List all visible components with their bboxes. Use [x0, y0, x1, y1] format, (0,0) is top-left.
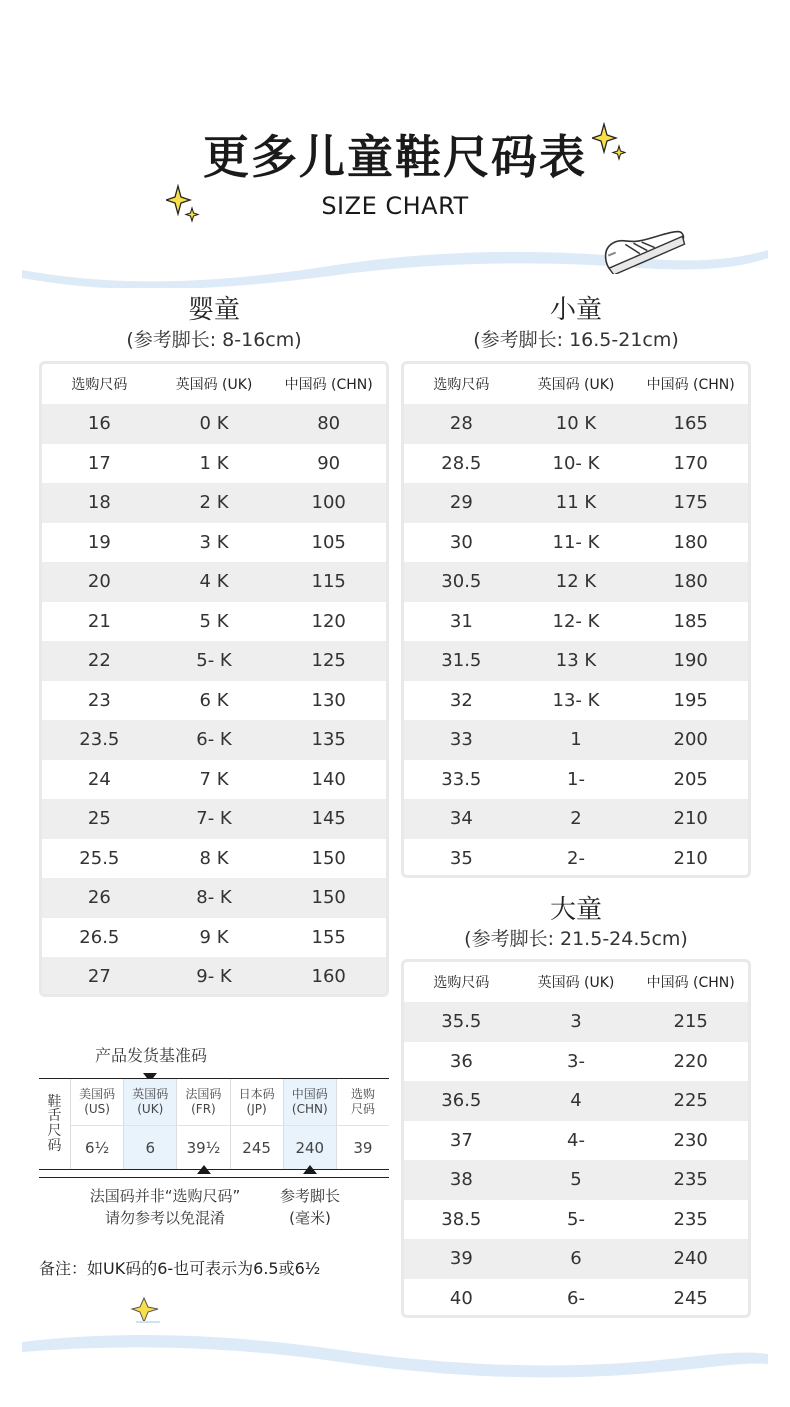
uk-size-cell: 9- K	[196, 966, 232, 988]
chn-size-cell: 200	[673, 729, 708, 751]
uk-size-cell: 11 K	[555, 492, 597, 514]
uk-size-cell: 4	[570, 1090, 582, 1112]
purchase-size-cell: 23	[87, 689, 111, 711]
chn-size-cell: 160	[311, 966, 346, 988]
pointer-up-icon	[303, 1164, 317, 1174]
purchase-size-cell: 25	[87, 808, 111, 830]
table-row	[404, 760, 748, 800]
table-header-row	[404, 364, 748, 404]
table-row	[404, 1081, 748, 1121]
uk-size-cell: 12- K	[552, 610, 600, 632]
reference-column-header-line: (FR)	[191, 1102, 216, 1116]
purchase-size-cell: 36.5	[441, 1090, 482, 1112]
reference-column-header-line: 日本码	[238, 1087, 275, 1101]
purchase-size-cell: 35	[449, 847, 473, 869]
purchase-size-cell: 25.5	[79, 847, 120, 869]
reference-column	[336, 1079, 389, 1169]
purchase-size-cell: 26	[87, 887, 111, 909]
table-row	[42, 562, 386, 602]
table-row	[404, 681, 748, 721]
infant-size-table	[39, 361, 389, 997]
chn-size-cell: 180	[673, 531, 708, 553]
uk-size-cell: 3	[570, 1011, 582, 1033]
uk-size-cell: 6	[570, 1248, 582, 1270]
purchase-size-cell: 29	[449, 492, 473, 514]
purchase-size-cell: 35.5	[441, 1011, 482, 1033]
uk-size-cell: 5- K	[196, 650, 232, 672]
reference-column-header-line: (UK)	[137, 1102, 164, 1116]
chn-size-cell: 145	[311, 808, 346, 830]
table-row	[404, 444, 748, 484]
column-header-uk-size: 英国码 (UK)	[537, 377, 615, 393]
table-row	[42, 483, 386, 523]
table-row	[404, 1002, 748, 1042]
column-header-uk-size: 英国码 (UK)	[537, 975, 615, 991]
uk-size-cell: 9 K	[199, 926, 229, 948]
table-row	[42, 878, 386, 918]
purchase-size-cell: 16	[87, 413, 111, 435]
reference-column-header-line: 尺码	[350, 1102, 375, 1116]
column-header-chn-size: 中国码 (CHN)	[284, 377, 373, 393]
uk-size-cell: 10 K	[555, 413, 597, 435]
table-row	[404, 562, 748, 602]
purchase-size-cell: 23.5	[79, 729, 120, 751]
table-row	[404, 483, 748, 523]
purchase-size-cell: 38	[449, 1169, 473, 1191]
column-header-purchase-size: 选购尺码	[433, 377, 490, 393]
table-row	[404, 1279, 748, 1319]
column-header-purchase-size: 选购尺码	[71, 377, 128, 393]
fr-size-warning-line: 请勿参考以免混淆	[104, 1208, 225, 1227]
chn-size-cell: 180	[673, 571, 708, 593]
big-kid-section-title: 大童	[549, 895, 602, 925]
reference-size-label-table	[39, 1078, 389, 1170]
uk-size-cell: 11- K	[552, 531, 600, 553]
purchase-size-cell: 28.5	[441, 452, 482, 474]
chn-size-cell: 125	[311, 650, 346, 672]
purchase-size-cell: 40	[449, 1287, 473, 1309]
purchase-size-cell: 33.5	[441, 768, 482, 790]
fr-size-warning-line: 法国码并非“选购尺码”	[89, 1187, 241, 1205]
reference-column-header	[177, 1079, 229, 1125]
chn-size-cell: 245	[673, 1287, 708, 1309]
table-row	[404, 839, 748, 879]
uk-size-cell: 6-	[567, 1287, 585, 1309]
purchase-size-cell: 30.5	[441, 571, 482, 593]
reference-column-header-line: (JP)	[246, 1102, 267, 1116]
sparkle-icon	[592, 122, 626, 162]
chn-size-cell: 210	[673, 808, 708, 830]
table-row	[42, 602, 386, 642]
uk-size-cell: 1	[570, 729, 582, 751]
chn-size-cell: 155	[311, 926, 346, 948]
column-header-uk-size: 英国码 (UK)	[175, 377, 253, 393]
kid-size-table	[401, 361, 751, 878]
chn-size-cell: 165	[673, 413, 708, 435]
uk-size-cell: 2	[570, 808, 582, 830]
table-row	[404, 404, 748, 444]
reference-column-header	[71, 1079, 123, 1125]
big-kid-foot-length: (参考脚长: 21.5-24.5cm)	[464, 928, 688, 950]
uk-size-cell: 5	[570, 1169, 582, 1191]
chn-size-cell: 80	[317, 413, 341, 435]
foot-length-note-line: (毫米)	[289, 1208, 331, 1227]
table-row	[42, 444, 386, 484]
purchase-size-cell: 19	[87, 531, 111, 553]
uk-size-cell: 2 K	[199, 492, 229, 514]
purchase-size-cell: 27	[87, 966, 111, 988]
chn-size-cell: 185	[673, 610, 708, 632]
infant-section-title: 婴童	[187, 295, 240, 325]
uk-size-cell: 8 K	[199, 847, 229, 869]
reference-column-header-line: 英国码	[132, 1087, 169, 1101]
uk-size-cell: 5-	[567, 1208, 585, 1230]
chn-size-cell: 205	[673, 768, 708, 790]
table-row	[42, 681, 386, 721]
uk-size-cell: 2-	[567, 847, 585, 869]
column-header-chn-size: 中国码 (CHN)	[646, 377, 735, 393]
page-subtitle: SIZE CHART	[321, 192, 469, 220]
chn-size-cell: 240	[673, 1248, 708, 1270]
purchase-size-cell: 18	[87, 492, 111, 514]
table-row	[404, 1239, 748, 1279]
reference-column-header	[231, 1079, 283, 1125]
column-header-chn-size: 中国码 (CHN)	[646, 975, 735, 991]
column-header-purchase-size: 选购尺码	[433, 975, 490, 991]
uk-size-cell: 4 K	[199, 571, 229, 593]
table-row	[404, 602, 748, 642]
reference-column	[230, 1079, 283, 1169]
chn-size-cell: 235	[673, 1208, 708, 1230]
reference-column	[283, 1079, 336, 1169]
uk-size-cell: 13 K	[555, 650, 597, 672]
sneaker-icon	[596, 212, 688, 274]
reference-column-value: 245	[231, 1125, 283, 1169]
table-row	[404, 1160, 748, 1200]
uk-size-cell: 13- K	[552, 689, 600, 711]
uk-size-cell: 1 K	[199, 452, 229, 474]
kid-foot-length: (参考脚长: 16.5-21cm)	[473, 329, 679, 351]
reference-column-header-line: 法国码	[185, 1087, 222, 1101]
chn-size-cell: 120	[311, 610, 346, 632]
chn-size-cell: 175	[673, 492, 708, 514]
chn-size-cell: 170	[673, 452, 708, 474]
purchase-size-cell: 37	[449, 1129, 473, 1151]
sparkle-icon	[166, 184, 200, 224]
purchase-size-cell: 17	[87, 452, 111, 474]
table-row	[42, 957, 386, 997]
kid-section-title: 小童	[549, 295, 602, 325]
chn-size-cell: 90	[317, 452, 341, 474]
foot-length-note	[258, 1186, 362, 1230]
reference-column-header-line: 美国码	[79, 1087, 116, 1101]
chn-size-cell: 130	[311, 689, 346, 711]
reference-column-header-line: 中国码	[291, 1087, 328, 1101]
reference-column	[123, 1079, 176, 1169]
reference-column-value: 240	[284, 1125, 336, 1169]
purchase-size-cell: 24	[87, 768, 111, 790]
fr-size-warning	[60, 1186, 270, 1230]
reference-column	[176, 1079, 229, 1169]
table-row	[404, 799, 748, 839]
infant-foot-length: (参考脚长: 8-16cm)	[126, 329, 302, 351]
purchase-size-cell: 28	[449, 413, 473, 435]
table-row	[42, 839, 386, 879]
pointer-up-icon	[197, 1164, 211, 1174]
purchase-size-cell: 33	[449, 729, 473, 751]
reference-bottom-rule	[39, 1177, 389, 1178]
purchase-size-cell: 20	[87, 571, 111, 593]
uk-size-cell: 4-	[567, 1129, 585, 1151]
uk-size-cell: 3-	[567, 1050, 585, 1072]
table-row	[42, 760, 386, 800]
bottom-wave-decoration	[0, 1320, 790, 1390]
table-row	[42, 799, 386, 839]
uk-size-cell: 6 K	[199, 689, 229, 711]
table-row	[404, 523, 748, 563]
table-row	[42, 720, 386, 760]
purchase-size-cell: 32	[449, 689, 473, 711]
purchase-size-cell: 34	[449, 808, 473, 830]
purchase-size-cell: 30	[449, 531, 473, 553]
chn-size-cell: 105	[311, 531, 346, 553]
reference-column-header	[284, 1079, 336, 1125]
purchase-size-cell: 31.5	[441, 650, 482, 672]
purchase-size-cell: 22	[87, 650, 111, 672]
reference-column-header	[124, 1079, 176, 1125]
reference-column-header	[337, 1079, 389, 1125]
uk-size-cell: 12 K	[555, 571, 597, 593]
remark-note: 备注：如UK码的6-也可表示为6.5或6½	[39, 1259, 321, 1278]
chn-size-cell: 150	[311, 847, 346, 869]
reference-column-value: 39	[337, 1125, 389, 1169]
uk-size-cell: 10- K	[552, 452, 600, 474]
table-header-row	[42, 364, 386, 404]
chn-size-cell: 195	[673, 689, 708, 711]
reference-column-value: 6	[124, 1125, 176, 1169]
reference-column	[70, 1079, 123, 1169]
chn-size-cell: 135	[311, 729, 346, 751]
purchase-size-cell: 36	[449, 1050, 473, 1072]
uk-size-cell: 0 K	[199, 413, 229, 435]
foot-length-note-line: 参考脚长	[279, 1187, 340, 1205]
uk-size-cell: 5 K	[199, 610, 229, 632]
reference-column-value: 6½	[71, 1125, 123, 1169]
table-row	[404, 641, 748, 681]
reference-column-header-line: (CHN)	[291, 1102, 328, 1116]
reference-column-value: 39½	[177, 1125, 229, 1169]
purchase-size-cell: 26.5	[79, 926, 120, 948]
uk-size-cell: 1-	[567, 768, 585, 790]
chn-size-cell: 230	[673, 1129, 708, 1151]
purchase-size-cell: 38.5	[441, 1208, 482, 1230]
page-title: 更多儿童鞋尺码表	[203, 130, 587, 184]
shoe-tongue-size-label: 鞋舌尺码	[47, 1093, 62, 1154]
uk-size-cell: 8- K	[196, 887, 232, 909]
chn-size-cell: 150	[311, 887, 346, 909]
table-row	[42, 404, 386, 444]
purchase-size-cell: 31	[449, 610, 473, 632]
uk-size-cell: 6- K	[196, 729, 232, 751]
table-row	[404, 720, 748, 760]
chn-size-cell: 190	[673, 650, 708, 672]
table-row	[404, 1200, 748, 1240]
purchase-size-cell: 21	[87, 610, 111, 632]
table-row	[42, 918, 386, 958]
chn-size-cell: 210	[673, 847, 708, 869]
uk-size-cell: 3 K	[199, 531, 229, 553]
reference-label: 产品发货基准码	[95, 1046, 208, 1065]
chn-size-cell: 100	[311, 492, 346, 514]
table-row	[42, 523, 386, 563]
chn-size-cell: 235	[673, 1169, 708, 1191]
chn-size-cell: 115	[311, 571, 346, 593]
table-row	[404, 1042, 748, 1082]
table-row	[404, 1121, 748, 1161]
chn-size-cell: 225	[673, 1090, 708, 1112]
table-header-row	[404, 962, 748, 1002]
uk-size-cell: 7 K	[199, 768, 229, 790]
chn-size-cell: 220	[673, 1050, 708, 1072]
big-kid-size-table	[401, 959, 751, 1318]
purchase-size-cell: 39	[449, 1248, 473, 1270]
reference-column-header-line: 选购	[350, 1087, 375, 1101]
chn-size-cell: 140	[311, 768, 346, 790]
table-row	[42, 641, 386, 681]
uk-size-cell: 7- K	[196, 808, 232, 830]
reference-column-header-line: (US)	[84, 1102, 110, 1116]
chn-size-cell: 215	[673, 1011, 708, 1033]
